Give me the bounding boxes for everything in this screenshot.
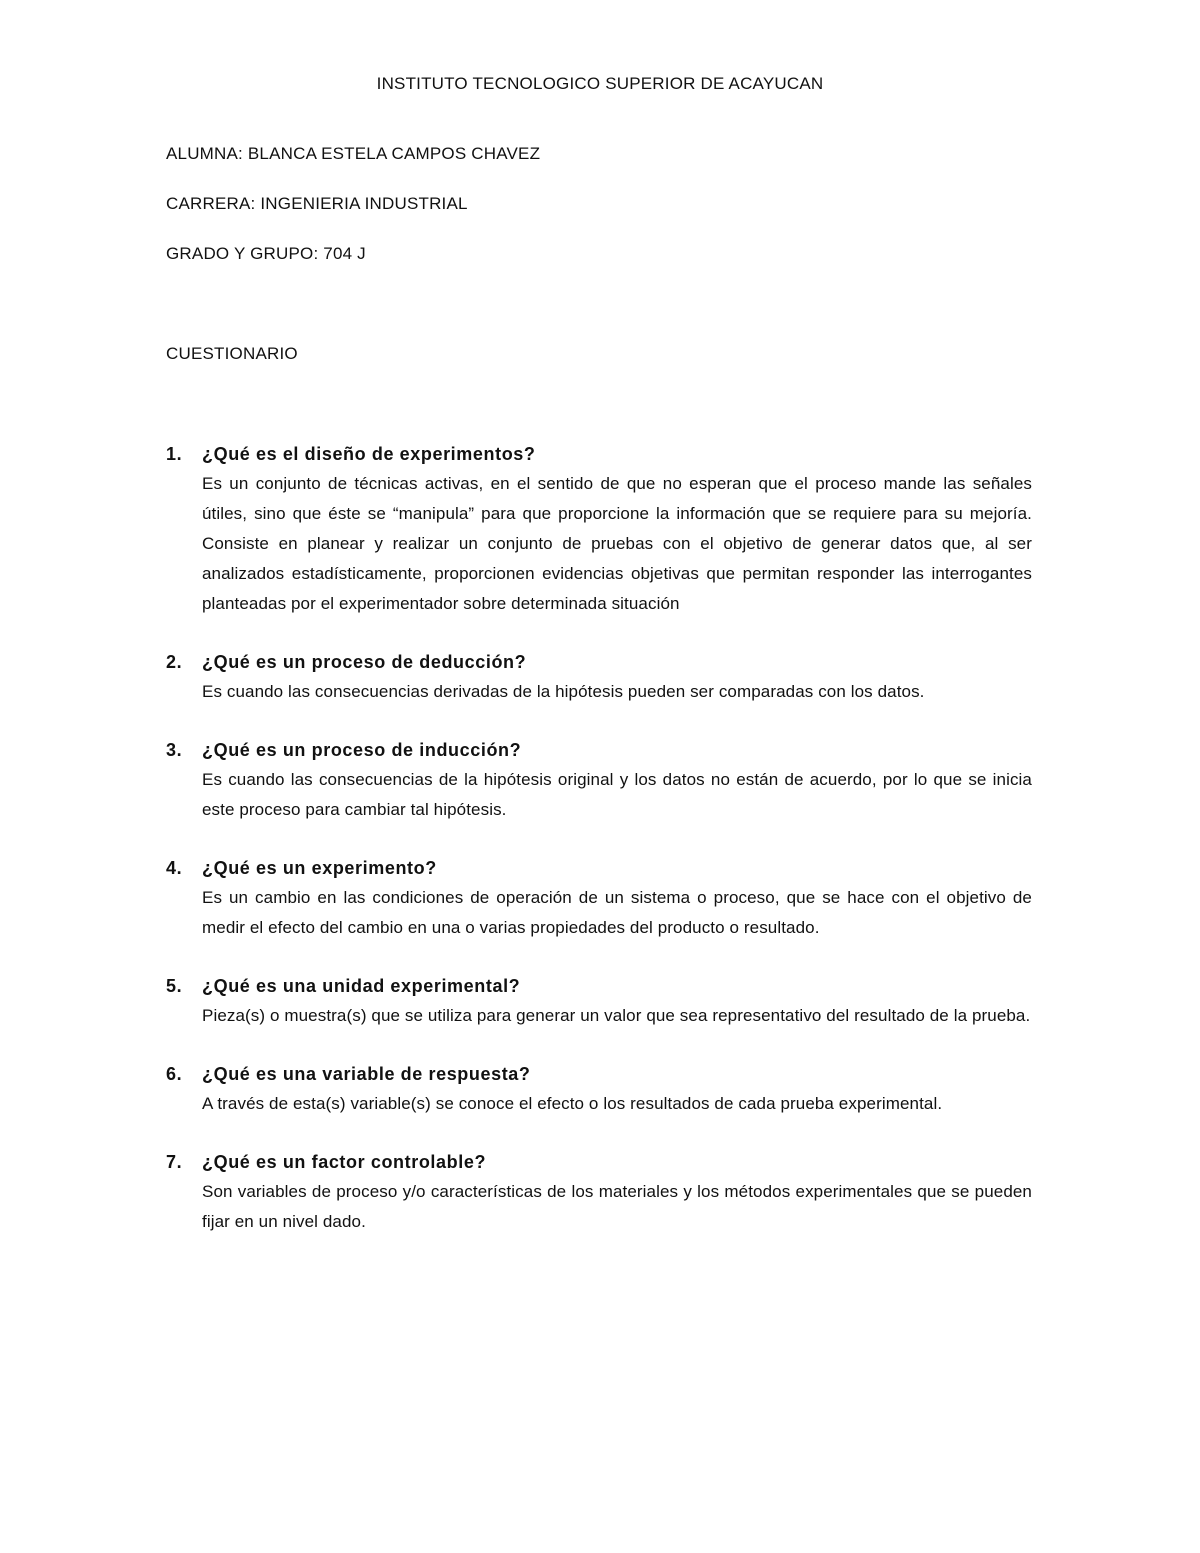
question-number: 5. [166, 976, 183, 996]
school-name: INSTITUTO TECNOLOGICO SUPERIOR DE ACAYUCAN [376, 74, 824, 93]
questionnaire-heading: CUESTIONARIO [166, 344, 298, 363]
question-item-4 [166, 853, 1032, 943]
question-text: ¿Qué es un proceso de inducción? [202, 740, 522, 760]
answer-text: Son variables de proceso y/o características de los materiales y los métodos experimentales que se pueden fijar en un nivel dado. [202, 1182, 1032, 1231]
question-text: ¿Qué es una variable de respuesta? [202, 1064, 531, 1084]
question-number: 4. [166, 858, 183, 878]
answer-text: Es cuando las consecuencias derivadas de la hipótesis pueden ser comparadas con los datos. [202, 682, 925, 701]
answer-text: Es un conjunto de técnicas activas, en el sentido de que no esperan que el proceso mande las señales útiles, sino que éste se “manipula” para que proporcione la información que se requiere para su mejoría. Consiste en planear y realizar un conjunto de pruebas con el objetivo de generar datos que, al ser analizados estadísticamente, proporcionen evidencias objetivas que permitan responder las interrogantes planteadas por el experimentador sobre determinada situación [202, 474, 1032, 613]
question-item-5 [166, 971, 1032, 1031]
answer-text: A través de esta(s) variable(s) se conoce el efecto o los resultados de cada prueba experimental. [202, 1094, 943, 1113]
answer-text: Es cuando las consecuencias de la hipótesis original y los datos no están de acuerdo, por lo que se inicia este proceso para cambiar tal hipótesis. [202, 770, 1032, 819]
question-item-7 [166, 1147, 1032, 1237]
question-item-6 [166, 1059, 1032, 1119]
question-item-2 [166, 647, 1032, 707]
question-number: 7. [166, 1152, 183, 1172]
question-text: ¿Qué es un experimento? [202, 858, 437, 878]
question-number: 1. [166, 444, 183, 464]
answer-text: Pieza(s) o muestra(s) que se utiliza para generar un valor que sea representativo del resultado de la prueba. [202, 1006, 1031, 1025]
question-item-1 [166, 439, 1032, 619]
question-number: 2. [166, 652, 183, 672]
question-number: 3. [166, 740, 183, 760]
grade-group: GRADO Y GRUPO: 704 J [166, 244, 366, 263]
career-name: CARRERA: INGENIERIA INDUSTRIAL [166, 194, 468, 213]
question-number: 6. [166, 1064, 183, 1084]
question-item-3 [166, 735, 1032, 825]
question-text: ¿Qué es un factor controlable? [202, 1152, 487, 1172]
student-name: ALUMNA: BLANCA ESTELA CAMPOS CHAVEZ [166, 144, 541, 163]
question-text: ¿Qué es una unidad experimental? [202, 976, 521, 996]
question-text: ¿Qué es un proceso de deducción? [202, 652, 527, 672]
answer-text: Es un cambio en las condiciones de operación de un sistema o proceso, que se hace con el objetivo de medir el efecto del cambio en una o varias propiedades del producto o resultado. [202, 888, 1032, 937]
question-text: ¿Qué es el diseño de experimentos? [202, 444, 536, 464]
question-list [166, 439, 1032, 1265]
